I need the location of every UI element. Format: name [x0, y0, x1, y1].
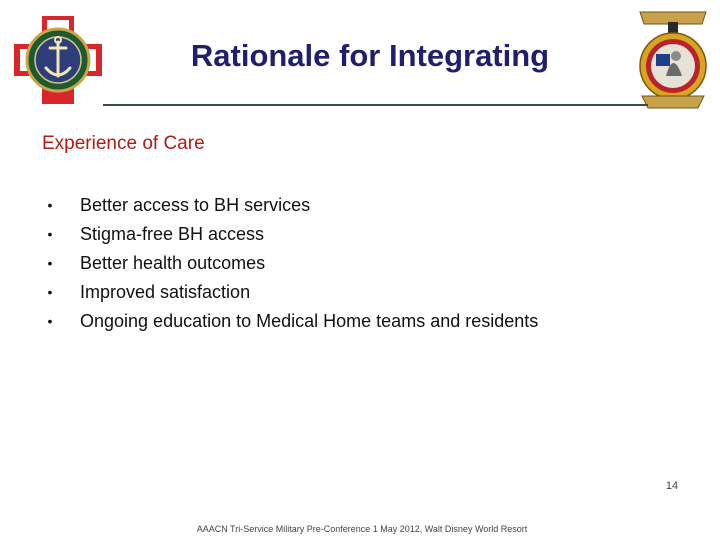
- bullet-text: Improved satisfaction: [80, 282, 251, 302]
- footer-text: AAACN Tri-Service Military Pre-Conference 1 May 2012, Walt Disney World Resort: [196, 524, 528, 534]
- page-number: 14: [665, 480, 679, 492]
- slide-title: Rationale for Integrating: [190, 38, 550, 73]
- footer: [0, 524, 720, 534]
- bullet-marker: •: [47, 197, 53, 213]
- bullet-marker: •: [47, 226, 53, 242]
- bullet-text: Better access to BH services: [80, 195, 311, 215]
- navy-medicine-logo-icon: [12, 14, 104, 106]
- title-divider: [103, 104, 648, 106]
- section-heading: Experience of Care: [42, 133, 205, 154]
- naval-hospital-crest-icon: [636, 10, 710, 110]
- bullet-text: Ongoing education to Medical Home teams and residents: [80, 311, 539, 331]
- bullet-marker: •: [47, 284, 53, 300]
- bullet-text: Stigma-free BH access: [80, 224, 265, 244]
- bullet-marker: •: [47, 255, 53, 271]
- bullet-text: Better health outcomes: [80, 253, 266, 273]
- bullet-marker: •: [47, 313, 53, 329]
